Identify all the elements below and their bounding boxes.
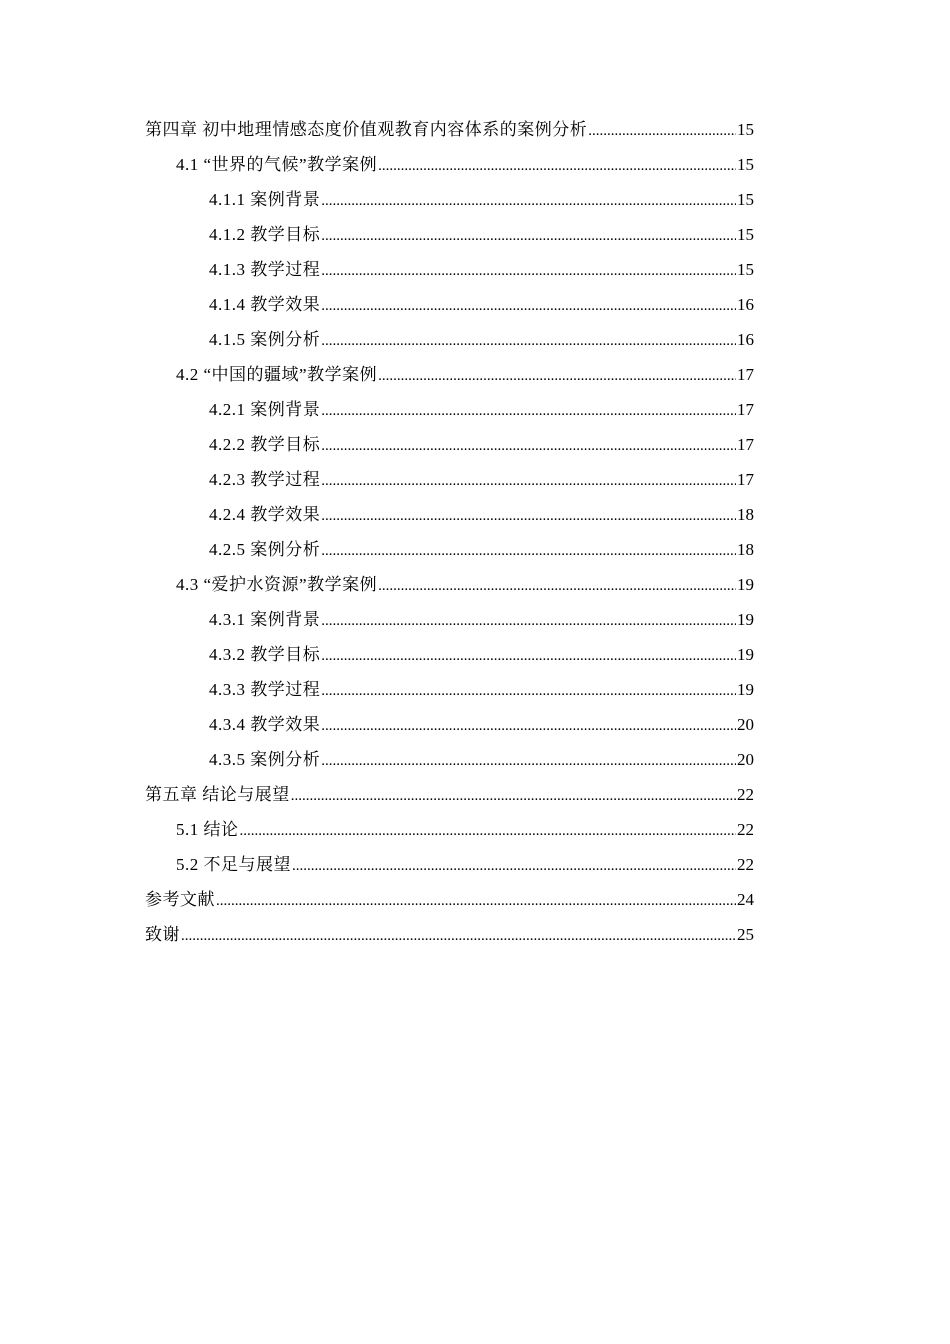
toc-entry-label: 4.3.4 教学效果 — [209, 715, 321, 734]
toc-entry-label: 第五章 结论与展望 — [145, 785, 290, 804]
toc-entry-label: 5.2 不足与展望 — [176, 855, 291, 874]
toc-entry[interactable] — [145, 182, 754, 217]
toc-entry-label: 4.1 “世界的气候”教学案例 — [176, 155, 378, 174]
toc-entry[interactable] — [145, 497, 754, 532]
toc-entry-label: 4.2.2 教学目标 — [209, 435, 321, 454]
toc-dot-leader — [321, 604, 736, 639]
toc-entry[interactable] — [145, 847, 754, 882]
toc-entry-page-number: 19 — [737, 575, 754, 594]
table-of-contents — [145, 112, 754, 952]
toc-entry[interactable] — [145, 742, 754, 777]
toc-entry[interactable] — [145, 602, 754, 637]
toc-entry[interactable] — [145, 637, 754, 672]
toc-entry-page-number: 19 — [737, 680, 754, 699]
toc-entry-page-number: 18 — [737, 505, 754, 524]
toc-dot-leader — [588, 114, 736, 149]
toc-dot-leader — [321, 639, 736, 674]
toc-entry-label: 4.1.1 案例背景 — [209, 190, 321, 209]
toc-entry-page-number: 22 — [737, 855, 754, 874]
toc-entry[interactable] — [145, 392, 754, 427]
toc-entry-label: 4.2.5 案例分析 — [209, 540, 321, 559]
toc-entry-page-number: 15 — [737, 190, 754, 209]
toc-dot-leader — [321, 464, 736, 499]
toc-entry[interactable] — [145, 812, 754, 847]
toc-entry-label: 4.3 “爱护水资源”教学案例 — [176, 575, 378, 594]
toc-dot-leader — [321, 744, 736, 779]
toc-dot-leader — [321, 324, 736, 359]
toc-entry-page-number: 22 — [737, 820, 754, 839]
toc-entry-page-number: 19 — [737, 610, 754, 629]
toc-entry[interactable] — [145, 427, 754, 462]
toc-entry-page-number: 24 — [737, 890, 754, 909]
toc-dot-leader — [321, 534, 736, 569]
toc-entry[interactable] — [145, 252, 754, 287]
toc-entry[interactable] — [145, 287, 754, 322]
toc-entry[interactable] — [145, 672, 754, 707]
toc-entry[interactable] — [145, 322, 754, 357]
toc-entry-page-number: 25 — [737, 925, 754, 944]
toc-entry[interactable] — [145, 462, 754, 497]
toc-entry-page-number: 18 — [737, 540, 754, 559]
toc-entry-page-number: 16 — [737, 295, 754, 314]
toc-entry-page-number: 17 — [737, 435, 754, 454]
toc-entry[interactable] — [145, 882, 754, 917]
toc-entry-label: 4.2.3 教学过程 — [209, 470, 321, 489]
toc-entry-page-number: 17 — [737, 400, 754, 419]
toc-entry-label: 4.3.5 案例分析 — [209, 750, 321, 769]
toc-entry-page-number: 15 — [737, 120, 754, 139]
toc-entry-label: 4.2.1 案例背景 — [209, 400, 321, 419]
toc-dot-leader — [216, 884, 736, 919]
toc-entry-label: 4.1.4 教学效果 — [209, 295, 321, 314]
toc-entry-label: 4.3.3 教学过程 — [209, 680, 321, 699]
toc-entry[interactable] — [145, 217, 754, 252]
toc-entry-page-number: 17 — [737, 470, 754, 489]
toc-dot-leader — [292, 849, 736, 884]
toc-entry[interactable] — [145, 112, 754, 147]
toc-entry-page-number: 15 — [737, 260, 754, 279]
toc-dot-leader — [378, 149, 736, 184]
toc-entry-label: 4.3.2 教学目标 — [209, 645, 321, 664]
toc-dot-leader — [321, 184, 736, 219]
toc-dot-leader — [321, 709, 736, 744]
toc-entry[interactable] — [145, 707, 754, 742]
toc-entry[interactable] — [145, 917, 754, 952]
toc-entry-label: 第四章 初中地理情感态度价值观教育内容体系的案例分析 — [145, 120, 588, 139]
toc-dot-leader — [181, 919, 736, 954]
toc-entry-label: 致谢 — [145, 925, 180, 944]
toc-entry-page-number: 15 — [737, 155, 754, 174]
toc-entry[interactable] — [145, 147, 754, 182]
toc-entry-label: 4.1.3 教学过程 — [209, 260, 321, 279]
toc-entry-label: 4.3.1 案例背景 — [209, 610, 321, 629]
toc-entry-label: 4.1.2 教学目标 — [209, 225, 321, 244]
toc-entry-page-number: 22 — [737, 785, 754, 804]
toc-entry[interactable] — [145, 777, 754, 812]
toc-dot-leader — [321, 289, 736, 324]
toc-entry-page-number: 15 — [737, 225, 754, 244]
toc-dot-leader — [291, 779, 736, 814]
toc-dot-leader — [378, 359, 736, 394]
toc-dot-leader — [321, 674, 736, 709]
toc-dot-leader — [321, 219, 736, 254]
toc-entry-label: 参考文献 — [145, 890, 215, 909]
toc-entry[interactable] — [145, 357, 754, 392]
toc-entry-label: 4.1.5 案例分析 — [209, 330, 321, 349]
toc-entry-page-number: 16 — [737, 330, 754, 349]
toc-entry-label: 4.2.4 教学效果 — [209, 505, 321, 524]
toc-entry[interactable] — [145, 567, 754, 602]
toc-dot-leader — [378, 569, 736, 604]
toc-dot-leader — [321, 429, 736, 464]
toc-entry-page-number: 19 — [737, 645, 754, 664]
toc-dot-leader — [321, 254, 736, 289]
toc-entry-label: 5.1 结论 — [176, 820, 239, 839]
toc-dot-leader — [321, 499, 736, 534]
toc-entry-page-number: 20 — [737, 715, 754, 734]
toc-entry-label: 4.2 “中国的疆域”教学案例 — [176, 365, 378, 384]
toc-dot-leader — [240, 814, 737, 849]
toc-entry-page-number: 17 — [737, 365, 754, 384]
toc-entry[interactable] — [145, 532, 754, 567]
toc-dot-leader — [321, 394, 736, 429]
toc-entry-page-number: 20 — [737, 750, 754, 769]
